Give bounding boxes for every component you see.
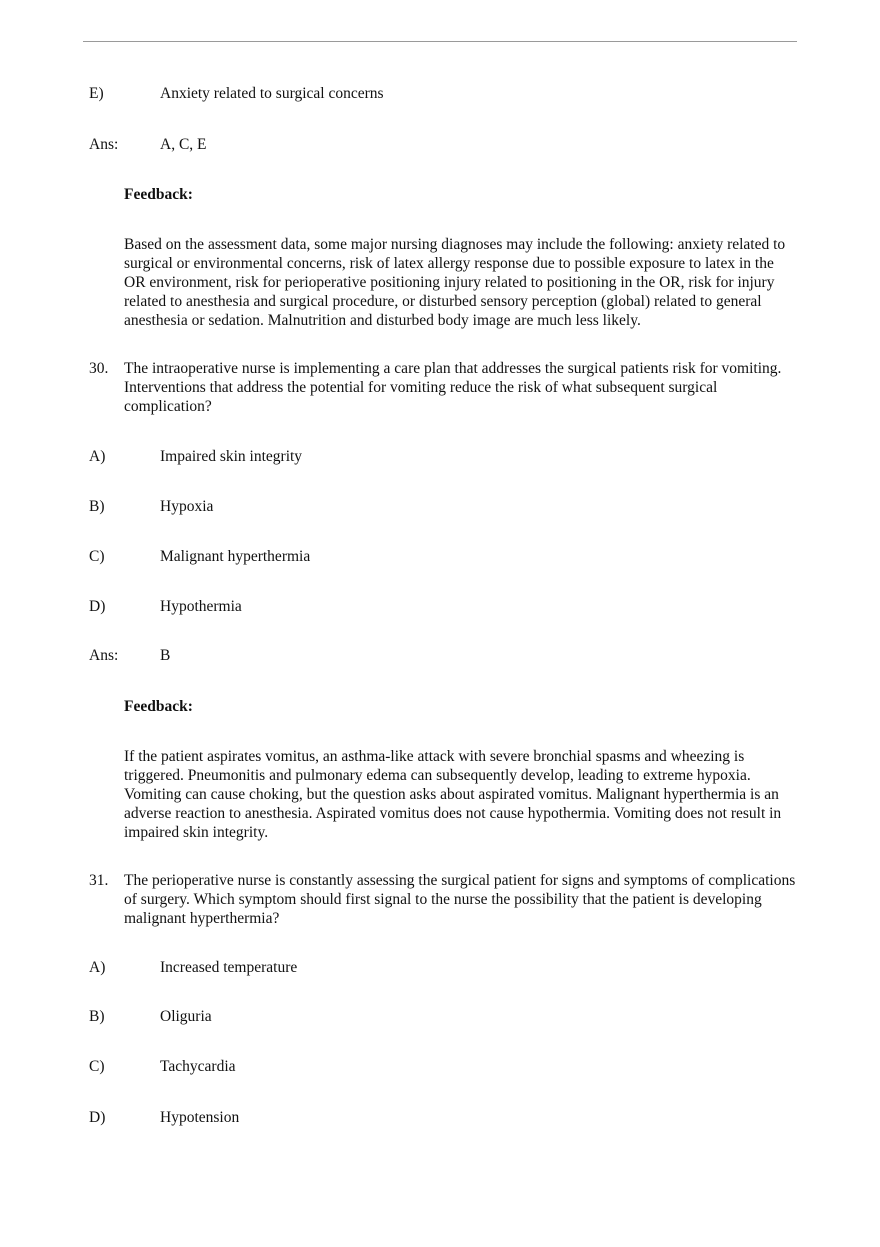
option-label: B) xyxy=(89,1008,105,1025)
q31-text: The perioperative nurse is constantly assessing the surgical patient for signs and symptoms of complications of surgery. Which symptom should first signal to the nurse the possibility that the patient is developing malignant hyperthermia? xyxy=(124,872,796,927)
prev-feedback-text: Based on the assessment data, some major nursing diagnoses may include the following: anxiety related to surgical or environmental concerns, risk of latex allergy response due to possible exposure to latex in the OR environment, risk for perioperative positioning injury related to positioning in the OR, risk for injury related to anesthesia and surgical procedure, or disturbed sensory perception (global) related to general anesthesia or sedation. Malnutrition and disturbed body image are much less likely. xyxy=(124,236,786,329)
answer-label: Ans: xyxy=(89,647,119,664)
q30-text: The intraoperative nurse is implementing a care plan that addresses the surgical patients risk for vomiting. Interventions that address the potential for vomiting reduce the risk of what subsequent surgical complication? xyxy=(124,360,782,415)
option-text: Oliguria xyxy=(160,1008,212,1025)
q30-number: 30. xyxy=(89,360,109,377)
q30-feedback-title: Feedback: xyxy=(124,698,193,715)
option-label: B) xyxy=(89,498,105,515)
option-label: C) xyxy=(89,548,105,565)
option-text: Hypothermia xyxy=(160,598,242,615)
q30-feedback-text: If the patient aspirates vomitus, an asthma-like attack with severe bronchial spasms and wheezing is triggered. Pneumonitis and pulmonary edema can subsequently develop, leading to extreme hypoxia. Vomiting can cause choking, but the question asks about aspirated vomitus. Malignant hyperthermia is an adverse reaction to anesthesia. Aspirated vomitus does not cause hypothermia. Vomiting does not result in impaired skin integrity. xyxy=(124,748,782,841)
option-text: Tachycardia xyxy=(160,1058,236,1075)
prev-feedback-title: Feedback: xyxy=(124,186,193,203)
option-label: E) xyxy=(89,85,104,102)
option-label: D) xyxy=(89,598,106,615)
option-label: A) xyxy=(89,959,106,976)
option-label: C) xyxy=(89,1058,105,1075)
option-text: Hypotension xyxy=(160,1109,240,1126)
option-label: A) xyxy=(89,448,106,465)
answer-text: B xyxy=(160,647,171,664)
q31-number: 31. xyxy=(89,872,109,889)
answer-text: A, C, E xyxy=(160,136,207,153)
header-rule xyxy=(83,41,797,42)
option-text: Increased temperature xyxy=(160,959,298,976)
option-label: D) xyxy=(89,1109,106,1126)
answer-label: Ans: xyxy=(89,136,119,153)
option-text: Impaired skin integrity xyxy=(160,448,303,465)
option-text: Anxiety related to surgical concerns xyxy=(160,85,384,102)
option-text: Malignant hyperthermia xyxy=(160,548,311,565)
option-text: Hypoxia xyxy=(160,498,214,515)
